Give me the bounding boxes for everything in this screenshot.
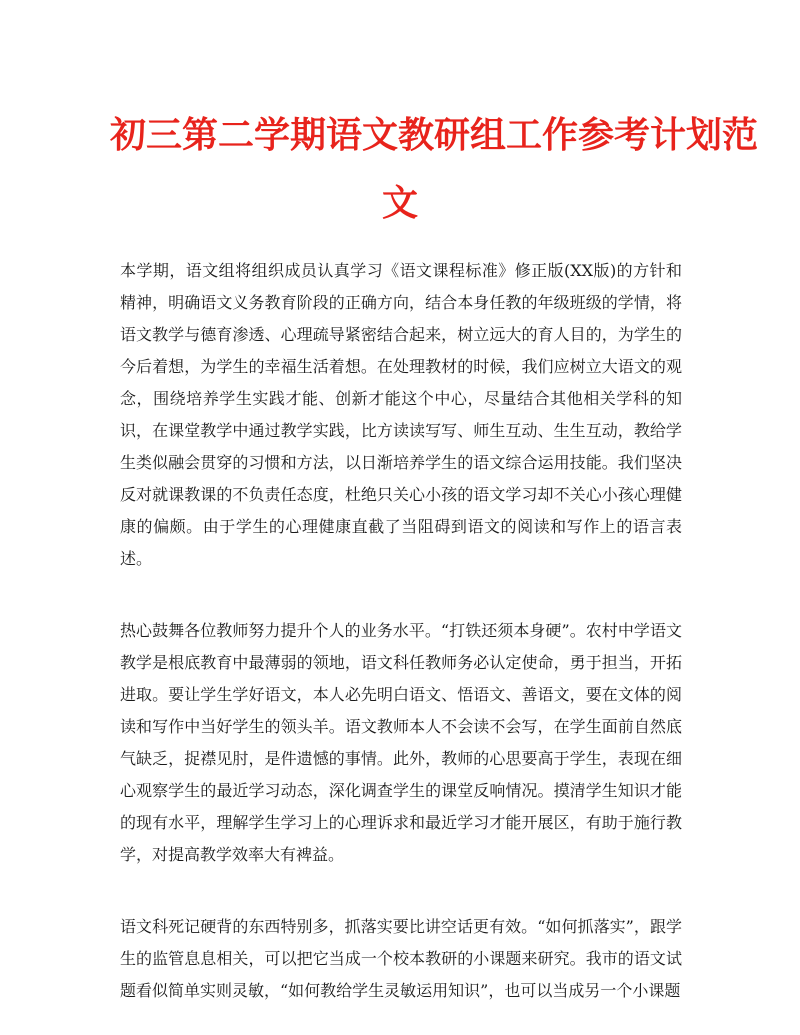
- document-body: [120, 255, 682, 1007]
- paragraph-2: 热心鼓舞各位教师努力提升个人的业务水平。“打铁还须本身硬”。农村中学语文教学是根底教育中最薄弱的领地，语文科任教师务必认定使命，勇于担当，开拓进取。要让学生学好语文，本人必先明白语文、悟语文、善语文，要在文体的阅读和写作中当好学生的领头羊。语文教师本人不会读不会写，在学生面前自然底气缺乏，捉襟见肘，是件遗憾的事情。此外，教师的心思要高于学生，表现在细心观察学生的最近学习动态，深化调查学生的课堂反响情况。摸清学生知识才能的现有水平，理解学生学习上的心理诉求和最近学习才能开展区，有助于施行教学，对提高教学效率大有裨益。: [120, 621, 682, 864]
- document-title-line-1: 初三第二学期语文教研组工作参考计划范: [110, 115, 759, 156]
- document-title: [110, 102, 759, 238]
- document-title-line-2: 文: [381, 183, 418, 224]
- paragraph-3: 语文科死记硬背的东西特别多，抓落实要比讲空话更有效。“如何抓落实”，跟学生的监管息息相关，可以把它当成一个校本教研的小课题来研究。我市的语文试题看似简单实则灵敏，“如何教给学生灵敏运用知识”，也可以当成另一个小课题: [120, 917, 682, 1000]
- paragraph-1: 本学期，语文组将组织成员认真学习《语文课程标准》修正版(XX版)的方针和精神，明确语文义务教育阶段的正确方向，结合本身任教的年级班级的学情，将语文教学与德育渗透、心理疏导紧密结合起来，树立远大的育人目的，为学生的今后着想，为学生的幸福生活着想。在处理教材的时候，我们应树立大语文的观念，围绕培养学生实践才能、创新才能这个中心，尽量结合其他相关学科的知识，在课堂教学中通过教学实践，比方读读写写、师生互动、生生互动，教给学生类似融会贯穿的习惯和方法，以日渐培养学生的语文综合运用技能。我们坚决反对就课教课的不负责任态度，杜绝只关心小孩的语文学习却不关心小孩心理健康的偏颇。由于学生的心理健康直截了当阻碍到语文的阅读和写作上的语言表述。: [120, 261, 682, 568]
